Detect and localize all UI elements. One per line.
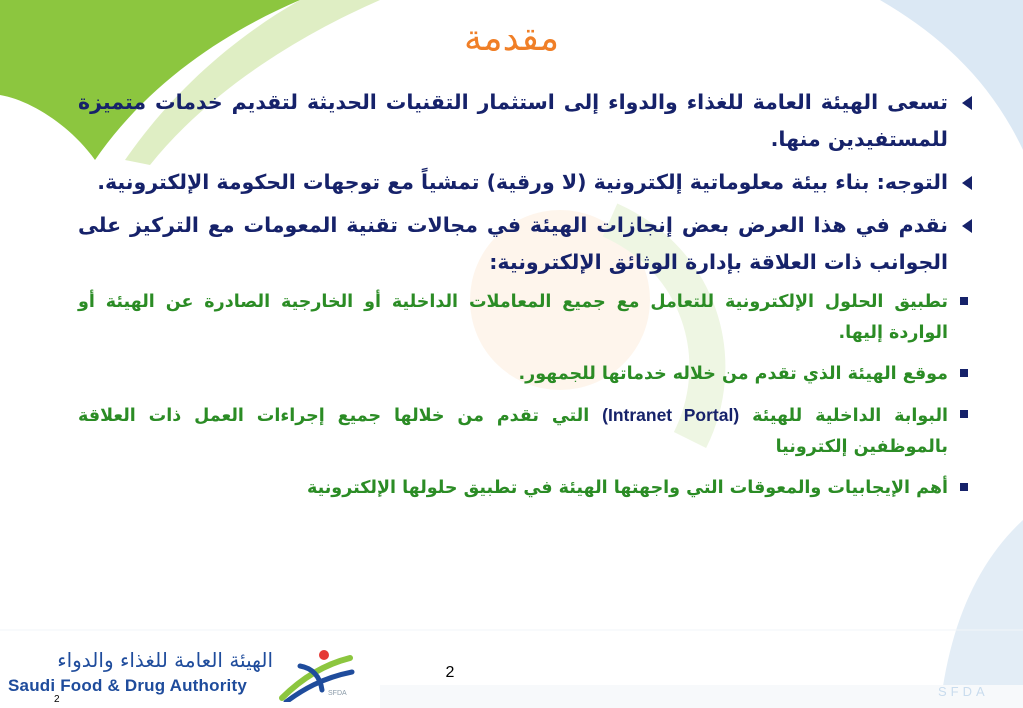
triangle-bullet-icon [962,219,972,233]
logo-arabic-name: الهيئة العامة للغذاء والدواء [57,648,273,672]
sub-bullet-text-start: البوابة الداخلية للهيئة [752,406,949,426]
main-bullet-text: نقدم في هذا العرض بعض إنجازات الهيئة في مجالات تقنية المعومات مع التركيز على الجوانب ذات العلاقة بإدارة الوثائق الإلكترونية: [78,213,948,274]
sub-bullet-1 [78,287,978,349]
slide-title: مقدمة [464,18,559,59]
sub-bullet-2 [78,359,978,390]
sub-bullet-4 [78,473,978,504]
footer-small-number: 2 [54,694,60,705]
triangle-bullet-icon [962,176,972,190]
triangle-bullet-icon [962,96,972,110]
slide-content [78,84,978,514]
logo-mark-text: SFDA [328,690,347,697]
intranet-portal-term: (Intranet Portal) [602,405,740,425]
square-bullet-icon [960,483,968,491]
sub-bullet-3 [78,400,978,463]
sfda-watermark: SFDA [938,684,989,699]
square-bullet-icon [960,297,968,305]
sfda-emblem-icon [278,646,358,702]
main-bullet-2 [78,164,978,201]
page-number: 2 [445,664,455,681]
square-bullet-icon [960,369,968,377]
square-bullet-icon [960,410,968,418]
sfda-logo [8,648,358,704]
main-bullet-1 [78,84,978,158]
sub-bullet-text: أهم الإيجابيات والمعوقات التي واجهتها الهيئة في تطبيق حلولها الإلكترونية [306,478,948,498]
footer-band [380,685,1023,708]
sub-bullet-text: موقع الهيئة الذي تقدم من خلاله خدماتها للجمهور. [518,364,948,384]
main-bullet-text: تسعى الهيئة العامة للغذاء والدواء إلى استثمار التقنيات الحديثة لتقديم خدمات متميزة للمستفيدين منها. [78,90,948,151]
blue-side-swoosh [940,520,1023,708]
sub-bullet-text-end: التي تقدم من خلالها جميع إجراءات العمل ذات العلاقة بالموظفين إلكترونيا [78,406,948,457]
logo-english-name: Saudi Food & Drug Authority [8,676,247,695]
main-bullet-text: التوجه: بناء بيئة معلوماتية إلكترونية (لا ورقية) تمشياً مع توجهات الحكومة الإلكترونية. [97,170,948,194]
sub-bullet-text: تطبيق الحلول الإلكترونية للتعامل مع جميع المعاملات الداخلية أو الخارجية الصادرة عن الهيئة أو الواردة إليها. [78,292,948,343]
main-bullet-3 [78,207,978,281]
